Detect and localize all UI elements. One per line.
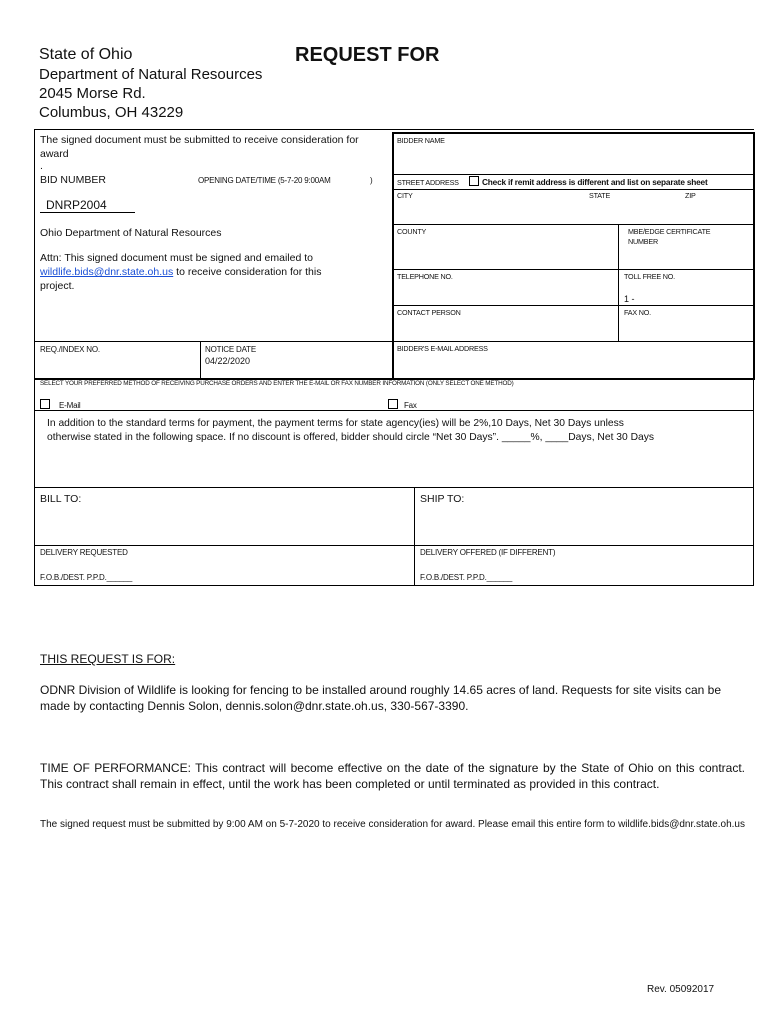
contact-person-label: CONTACT PERSON — [397, 308, 461, 317]
notice-date-value: 04/22/2020 — [205, 356, 251, 366]
fob-left: F.O.B./DEST. P.P.D.______ — [40, 573, 133, 582]
attn-line3: project. — [40, 280, 75, 292]
submission-instructions: The signed request must be submitted by 9:00 AM on 5-7-2020 to receive consideration for award. Please email this entire form to wildlife.bids@dnr.state.oh.us — [40, 819, 745, 830]
remit-note: Check if remit address is different and list on separate sheet — [482, 177, 708, 187]
req-index-label: REQ./INDEX NO. — [40, 345, 100, 354]
email-method-label: E-Mail — [59, 401, 81, 410]
delivery-offered-label: DELIVERY OFFERED (IF DIFFERENT) — [420, 548, 556, 557]
attn-line2 — [40, 266, 321, 278]
agency-street: 2045 Morse Rd. — [39, 85, 146, 102]
email-method-checkbox[interactable] — [40, 399, 50, 409]
time-of-performance: TIME OF PERFORMANCE: This contract will become effective on the date of the signature by the State of Ohio on this contract. This contract shall remain in effect, until the work has been completed or until terminated as provided in this contract. — [40, 761, 745, 791]
fax-number-label: FAX NO. — [624, 308, 651, 317]
opening-date-label: OPENING DATE/TIME (5-7-20 9:00AM — [198, 176, 331, 185]
opening-date-close: ) — [370, 176, 373, 185]
request-heading: THIS REQUEST IS FOR: — [40, 652, 176, 666]
state-label: STATE — [589, 191, 611, 200]
agency-city: Columbus, OH 43229 — [39, 104, 184, 121]
revision-number: Rev. 05092017 — [647, 984, 715, 995]
method-instruction: SELECT YOUR PREFERRED METHOD OF RECEIVING PURCHASE ORDERS AND ENTER THE E-MAIL OR FAX NUMBER INFORMATION (ONLY SELECT ONE METHOD) — [40, 380, 514, 387]
county-label: COUNTY — [397, 227, 427, 236]
bidder-email-label: BIDDER'S E-MAIL ADDRESS — [397, 344, 488, 353]
telephone-label: TELEPHONE NO. — [397, 272, 453, 281]
fax-method-checkbox[interactable] — [388, 399, 398, 409]
zip-label: ZIP — [685, 191, 696, 200]
bid-number-label: BID NUMBER — [40, 174, 106, 186]
ship-to-label: SHIP TO: — [420, 493, 465, 505]
street-address-label: STREET ADDRESS — [397, 178, 459, 187]
dot-mark: . — [40, 160, 43, 172]
toll-free-value: 1 - — [624, 294, 635, 304]
request-description: ODNR Division of Wildlife is looking for fencing to be installed around roughly 14.65 acres of land. Requests for site visits can be made by contacting Dennis Solon, dennis.solon@dnr.state.oh.us, 330-567-3390. — [40, 683, 722, 713]
fax-method-option[interactable] — [388, 399, 417, 410]
bid-number-value: DNRP2004 — [40, 198, 135, 213]
signed-notice-line1: The signed document must be submitted to receive consideration for — [40, 134, 359, 146]
mbe-label-line2: NUMBER — [628, 237, 658, 246]
fob-right: F.O.B./DEST. P.P.D.______ — [420, 573, 513, 582]
payment-terms-line1: In addition to the standard terms for payment, the payment terms for state agency(ies) will be 2%,10 Days, Net 30 Days unless — [47, 418, 624, 429]
page-title: REQUEST FOR — [295, 44, 440, 66]
agency-name: Ohio Department of Natural Resources — [40, 227, 222, 239]
agency-state: State of Ohio — [39, 46, 133, 63]
bidder-name-label: BIDDER NAME — [397, 136, 445, 145]
delivery-requested-label: DELIVERY REQUESTED — [40, 548, 128, 557]
bids-email-link[interactable]: wildlife.bids@dnr.state.oh.us — [40, 266, 174, 278]
fax-method-label: Fax — [404, 401, 417, 410]
notice-date-label: NOTICE DATE — [205, 345, 256, 354]
remit-checkbox[interactable] — [469, 176, 479, 186]
remit-address-check[interactable] — [469, 176, 708, 187]
attn-line2-text: to receive consideration for this — [173, 266, 322, 278]
mbe-label-line1: MBE/EDGE CERTIFICATE — [628, 227, 711, 236]
toll-free-label: TOLL FREE NO. — [624, 272, 675, 281]
bill-to-label: BILL TO: — [40, 493, 82, 505]
signed-notice-line2: award — [40, 148, 69, 160]
agency-department: Department of Natural Resources — [39, 66, 263, 83]
payment-terms-line2: otherwise stated in the following space. If no discount is offered, bidder should circle “Net 30 Days”. _____%, ____Days, Net 30 Days — [47, 432, 655, 443]
email-method-option[interactable] — [40, 399, 80, 410]
city-label: CITY — [397, 191, 413, 200]
attn-line1: Attn: This signed document must be signed and emailed to — [40, 252, 313, 264]
